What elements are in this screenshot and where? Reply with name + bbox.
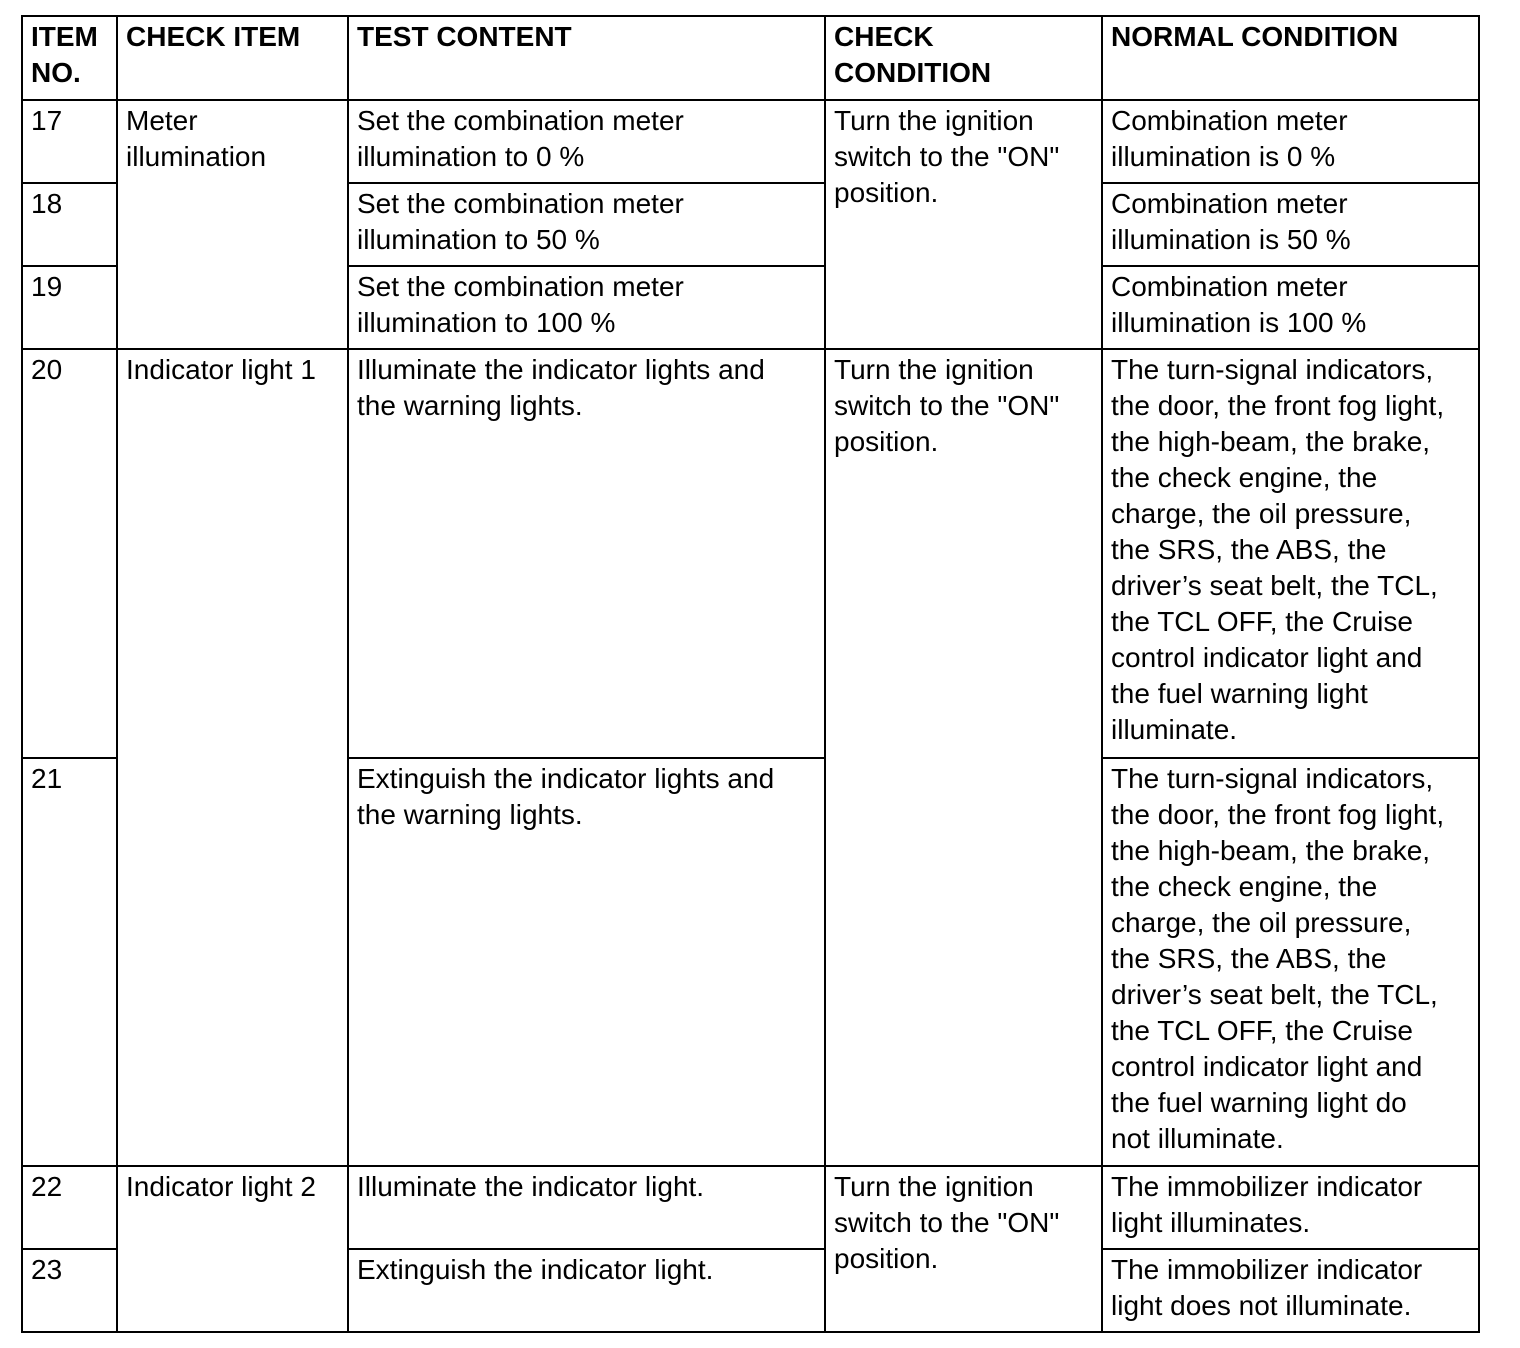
item-no: 23 — [22, 1249, 117, 1332]
test-content: Extinguish the indicator lights and the warning lights. — [348, 758, 825, 1166]
item-no: 17 — [22, 100, 117, 183]
header-normal-condition: NORMAL CONDITION — [1102, 16, 1479, 100]
normal-condition: The immobilizer indicator light does not illuminate. — [1102, 1249, 1479, 1332]
header-check-item: CHECK ITEM — [117, 16, 348, 100]
item-no: 21 — [22, 758, 117, 1166]
normal-condition: Combination meter illumination is 100 % — [1102, 266, 1479, 349]
check-condition: Turn the ignition switch to the "ON" position. — [825, 100, 1102, 349]
item-no: 18 — [22, 183, 117, 266]
item-no: 19 — [22, 266, 117, 349]
table-row — [22, 1166, 1479, 1249]
check-condition: Turn the ignition switch to the "ON" position. — [825, 349, 1102, 1166]
normal-condition: Combination meter illumination is 50 % — [1102, 183, 1479, 266]
header-item-no: ITEM NO. — [22, 16, 117, 100]
check-item: Meter illumination — [117, 100, 348, 349]
normal-condition: The turn-signal indicators, the door, the front fog light, the high-beam, the brake, the check engine, the charge, the oil pressure, the SRS, the ABS, the driver’s seat belt, the TCL, the TCL OFF, the Cruise control indicator light and the fuel warning light do not illuminate. — [1102, 758, 1479, 1166]
test-content: Set the combination meter illumination to 0 % — [348, 100, 825, 183]
item-no: 20 — [22, 349, 117, 757]
header-test-content: TEST CONTENT — [348, 16, 825, 100]
header-check-condition: CHECK CONDITION — [825, 16, 1102, 100]
header-row — [22, 16, 1479, 100]
check-table — [21, 15, 1480, 1333]
test-content: Set the combination meter illumination to 50 % — [348, 183, 825, 266]
check-item: Indicator light 1 — [117, 349, 348, 1166]
table-row — [22, 349, 1479, 757]
normal-condition: The immobilizer indicator light illuminates. — [1102, 1166, 1479, 1249]
test-content: Illuminate the indicator lights and the warning lights. — [348, 349, 825, 757]
check-condition: Turn the ignition switch to the "ON" position. — [825, 1166, 1102, 1332]
check-item: Indicator light 2 — [117, 1166, 348, 1332]
test-content: Illuminate the indicator light. — [348, 1166, 825, 1249]
item-no: 22 — [22, 1166, 117, 1249]
table-row — [22, 100, 1479, 183]
normal-condition: Combination meter illumination is 0 % — [1102, 100, 1479, 183]
test-content: Set the combination meter illumination to 100 % — [348, 266, 825, 349]
normal-condition: The turn-signal indicators, the door, the front fog light, the high-beam, the brake, the check engine, the charge, the oil pressure, the SRS, the ABS, the driver’s seat belt, the TCL, the TCL OFF, the Cruise control indicator light and the fuel warning light illuminate. — [1102, 349, 1479, 757]
test-content: Extinguish the indicator light. — [348, 1249, 825, 1332]
